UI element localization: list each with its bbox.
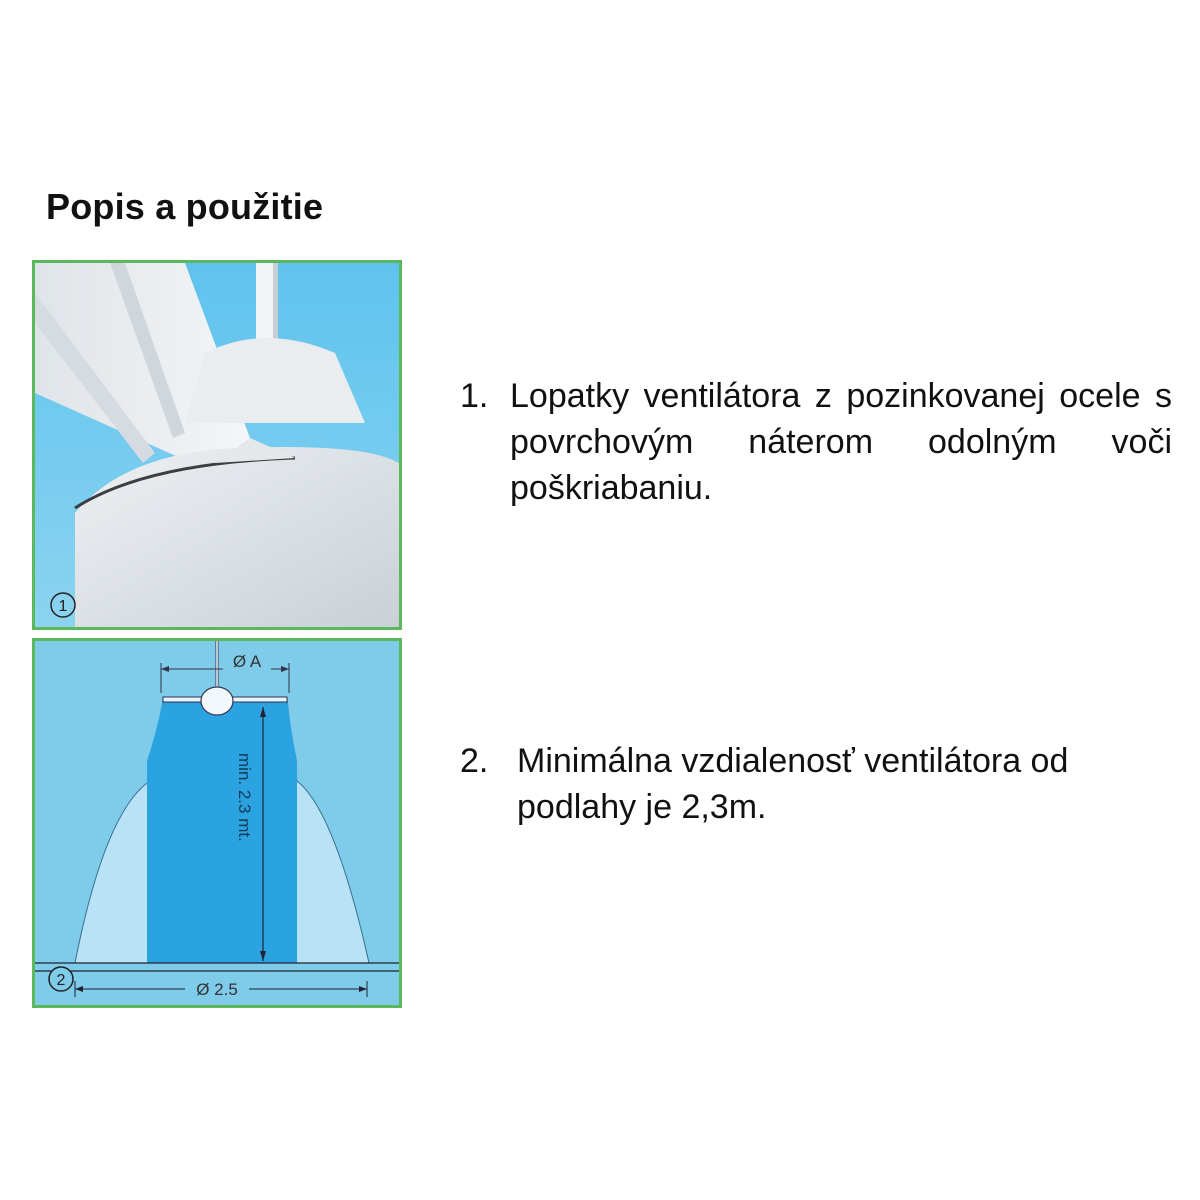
diameter-bottom-label: Ø 2.5	[196, 980, 238, 999]
fan-airflow-diagram	[32, 638, 402, 1008]
list-item	[460, 738, 1160, 830]
page-title: Popis a použitie	[46, 186, 324, 227]
svg-text:1: 1	[58, 598, 68, 615]
list-item-number: 1.	[460, 377, 489, 415]
list-item-text: Minimálna vzdialenosť ventilátora od podlahy je 2,3m.	[517, 742, 1069, 826]
list-item	[460, 373, 1172, 511]
diameter-top-label: Ø A	[232, 652, 262, 671]
list-item-text: Lopatky ventilátora z pozinkovanej ocele s povrchovým náterom odolným voči poškriabaniu.	[510, 377, 1172, 507]
list-item-number: 2.	[460, 742, 489, 780]
fan-blade-photo	[32, 260, 402, 630]
svg-text:2: 2	[56, 972, 66, 989]
height-label: min. 2.3 mt.	[235, 753, 254, 842]
ceiling-fan-blade-photo-icon	[35, 263, 399, 627]
fan-airflow-diagram-icon	[35, 641, 399, 1005]
